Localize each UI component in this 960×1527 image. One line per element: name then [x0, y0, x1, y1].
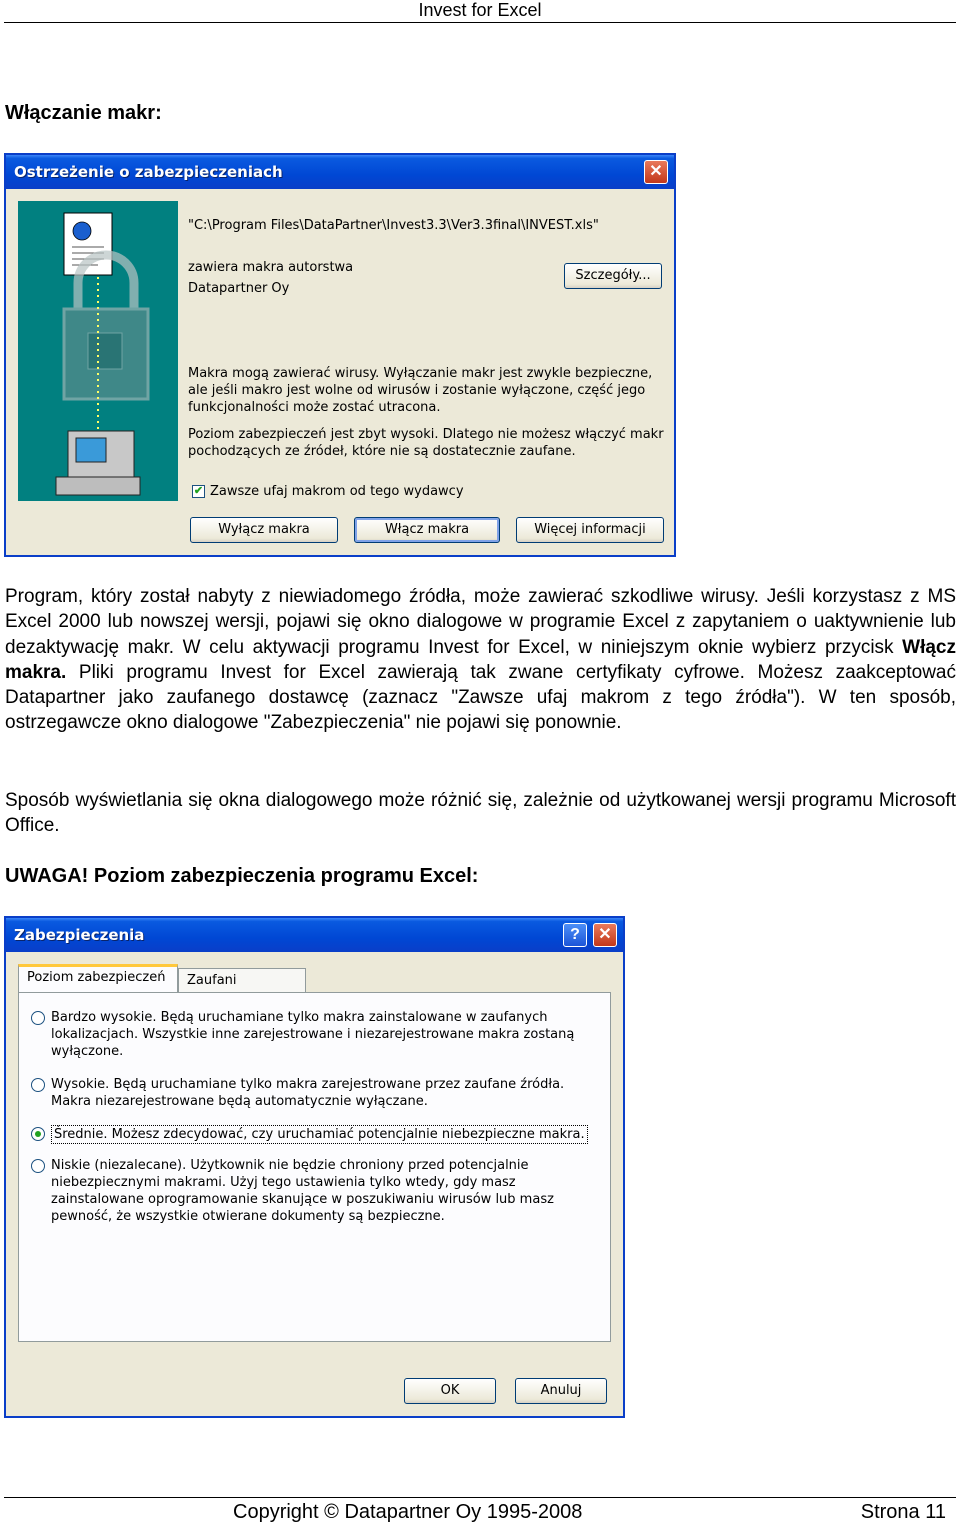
- radio-selected-dot: [35, 1131, 41, 1137]
- radio-high[interactable]: [31, 1078, 45, 1092]
- help-icon[interactable]: ?: [563, 923, 587, 947]
- copyright-text: Copyright © Datapartner Oy 1995-2008: [233, 1501, 583, 1523]
- close-icon[interactable]: ✕: [593, 923, 617, 947]
- close-icon[interactable]: ✕: [644, 160, 668, 184]
- header-rule: [4, 22, 956, 23]
- tab-panel: [18, 992, 611, 1342]
- illustration-svg: [18, 201, 178, 501]
- page-number: Strona 11: [860, 1501, 946, 1523]
- option-high-text: Wysokie. Będą uruchamiane tylko makra zarejestrowane przez zaufane źródła. Makra niezarejestrowane będą automatycznie wyłączane.: [51, 1077, 565, 1109]
- dialog2-title-bar: [6, 918, 623, 952]
- radio-very-high[interactable]: [31, 1011, 45, 1025]
- tab-trusted-publishers[interactable]: Zaufani: [178, 968, 306, 992]
- option-very-high-text: Bardzo wysokie. Będą uruchamiane tylko makra zainstalowane w zaufanych lokalizacjach. Wszystkie inne zarejestrowane i niezarejestrowane makra zostaną wyłączone.: [51, 1010, 575, 1059]
- security-settings-dialog: [4, 916, 625, 1418]
- option-medium-text: Średnie. Możesz zdecydować, czy uruchamiać potencjalnie niebezpieczne makra.: [51, 1125, 588, 1144]
- padlock-icon: [64, 255, 148, 399]
- dialog2-title: Zabezpieczenia: [14, 926, 145, 944]
- author-line: zawiera makra autorstwa: [188, 260, 354, 275]
- paragraph-text-part1: Program, który został nabyty z niewiadomego źródła, może zawierać szkodliwe wirusy. Jeśli korzystasz z MS Excel 2000 lub nowszej wersji, pojawi się okno dialogowe w programie Excel z zapytaniem o uaktywnienie lub dezaktywację makr. W celu aktywacji programu Invest for Excel, w niniejszym oknie wybierz przycisk: [5, 586, 956, 658]
- computer-icon: [56, 431, 140, 495]
- paragraph-macro-info: [5, 584, 956, 736]
- footer-rule: [4, 1497, 956, 1498]
- enable-macros-button[interactable]: Włącz makra: [354, 517, 500, 543]
- dialog-title-bar: [6, 155, 674, 189]
- publisher-name: Datapartner Oy: [188, 281, 290, 296]
- paragraph-text-part2: Pliki programu Invest for Excel zawierają tak zwane certyfikaty cyfrowe. Możesz zaakceptować Datapartner jako zaufanego dostawcę (zaznacz "Zawsze ufaj makrom z tego źródła"). W ten sposób, ostrzegawcze okno dialogowe "Zabezpieczenia" nie pojawi się ponownie.: [5, 661, 956, 734]
- trust-publisher-checkbox[interactable]: ✔: [193, 485, 204, 497]
- dialog-illustration-panel: [18, 201, 178, 501]
- page-header: Invest for Excel: [418, 0, 542, 20]
- file-path-text: "C:\Program Files\DataPartner\Invest3.3\Ver3.3final\INVEST.xls": [188, 218, 599, 233]
- dialog-title: Ostrzeżenie o zabezpieczeniach: [14, 163, 283, 181]
- option-low-text: Niskie (niezalecane). Użytkownik nie będzie chroniony przed potencjalnie niebezpiecznymi makrami. Użyj tego ustawienia tylko wtedy, gdy masz zainstalowane oprogramowanie skanujące w poszukiwaniu wirusów lub masz pewność, że wszystkie otwierane dokumenty są bezpieczne.: [51, 1158, 554, 1224]
- trust-publisher-label: Zawsze ufaj makrom od tego wydawcy: [210, 484, 464, 499]
- radio-low[interactable]: [31, 1159, 45, 1173]
- section-heading-security-level: UWAGA! Poziom zabezpieczenia programu Excel:: [5, 865, 479, 887]
- details-button[interactable]: Szczegóły...: [564, 263, 662, 289]
- more-info-button[interactable]: Więcej informacji: [516, 517, 664, 543]
- cancel-button[interactable]: Anuluj: [515, 1378, 607, 1404]
- disable-macros-button[interactable]: Wyłącz makra: [190, 517, 338, 543]
- security-level-text: Poziom zabezpieczeń jest zbyt wysoki. Dlatego nie możesz włączyć makr pochodzących ze źródeł, które nie są dostatecznie zaufane.: [188, 427, 664, 459]
- security-warning-dialog: [4, 153, 676, 557]
- ok-button[interactable]: OK: [404, 1378, 496, 1404]
- section-heading-macros: Włączanie makr:: [5, 102, 162, 124]
- enable-macros-emphasis: Włącz makra.: [5, 636, 956, 683]
- radio-medium[interactable]: [31, 1127, 45, 1141]
- tab-security-level[interactable]: Poziom zabezpieczeń: [18, 964, 178, 992]
- macro-warning-text: Makra mogą zawierać wirusy. Wyłączanie makr jest zwykle bezpieczne, ale jeśli makro jest wolne od wirusów i zostanie wyłączone, część jego funkcjonalności może zostać utracona.: [188, 366, 653, 415]
- paragraph-version-note: Sposób wyświetlania się okna dialogowego może różnić się, zależnie od użytkowanej wersji programu Microsoft Office.: [5, 790, 956, 837]
